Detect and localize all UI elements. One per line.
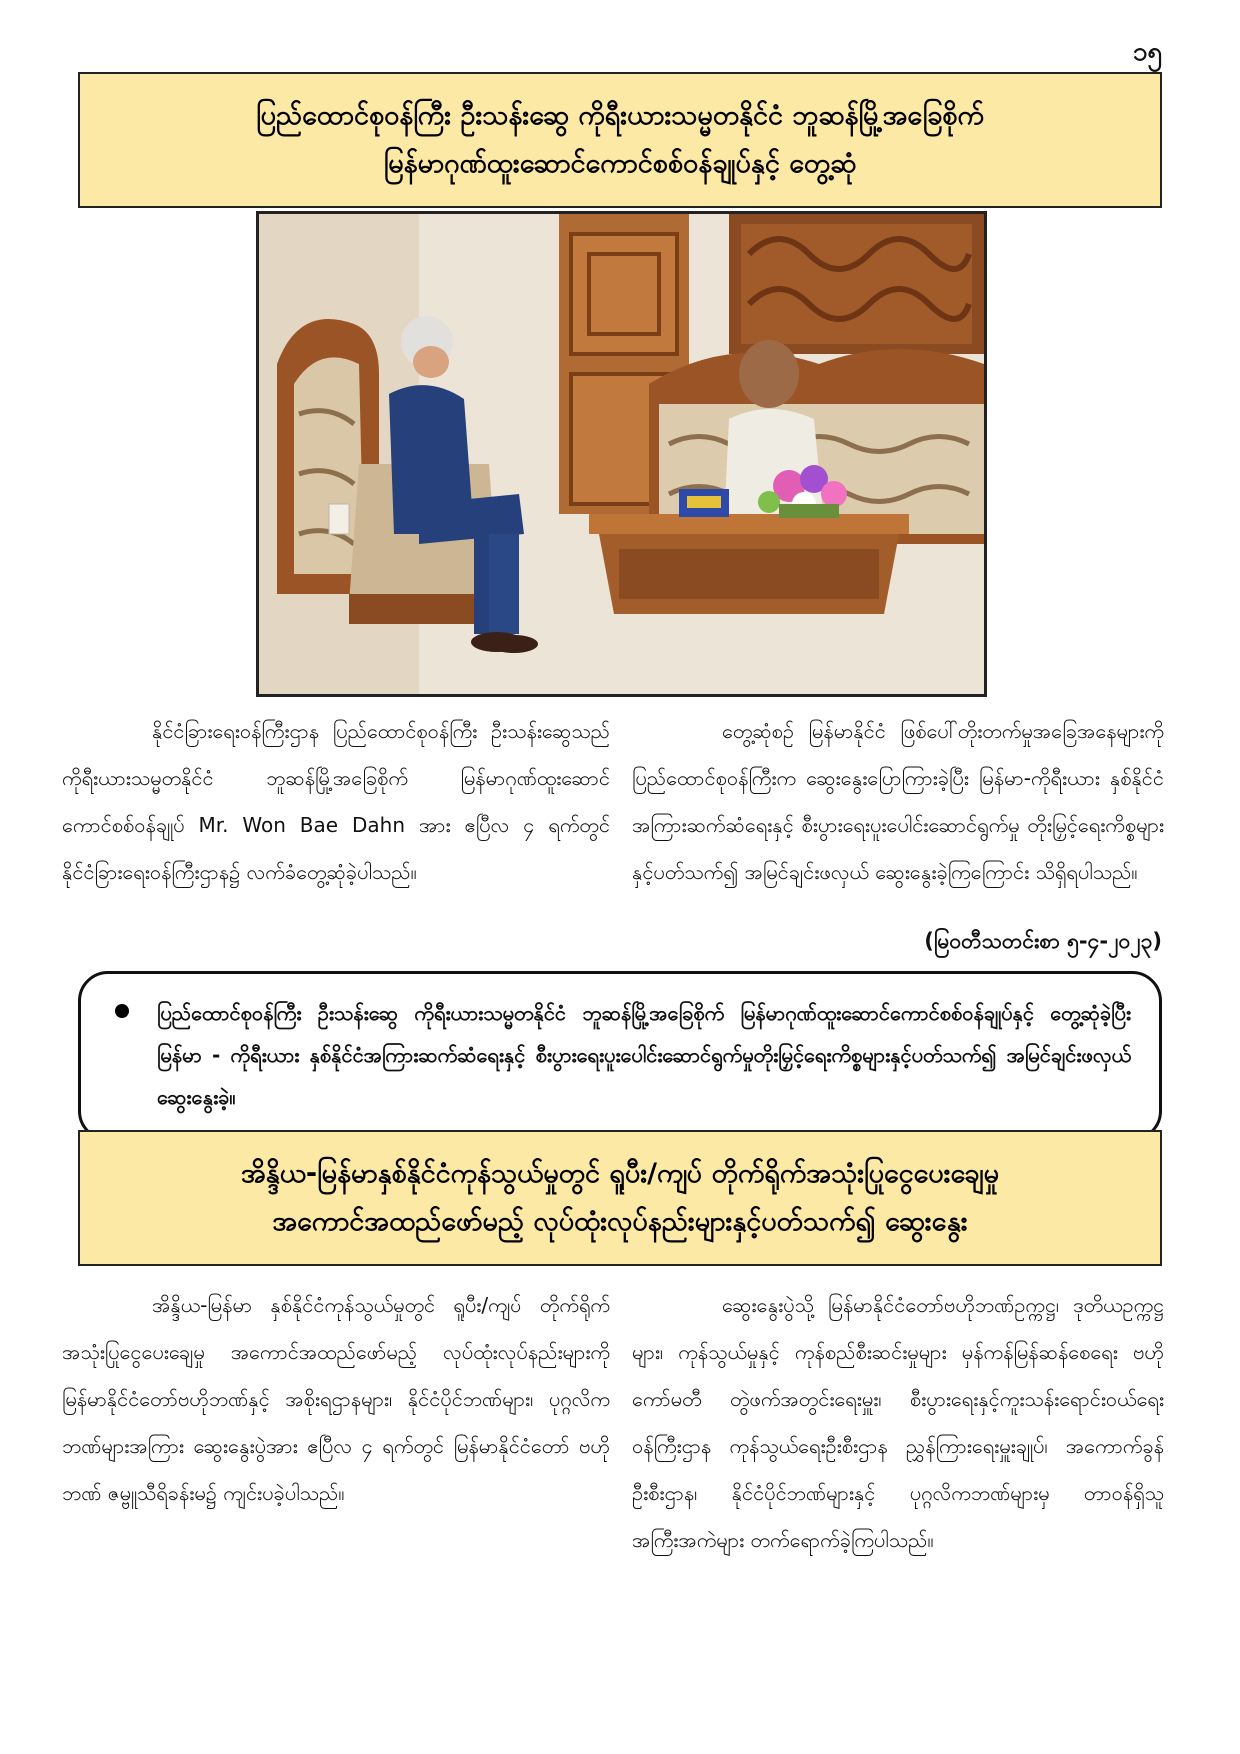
article1-paragraph-right: တွေ့ဆုံစဉ် မြန်မာနိုင်ငံ ဖြစ်ပေါ်တိုးတက်မှုအခြေအနေများကို ပြည်ထောင်စုဝန်ကြီးက ဆွေးနွေးပြောကြားခဲ့ပြီး မြန်မာ-ကိုရီးယား နှစ်နိုင်ငံအကြားဆက်ဆံရေးနှင့် စီးပွားရေးပူးပေါင်းဆောင်ရွက်မှု တိုးမြှင့်ရေးကိစ္စများနှင့်ပတ်သက်၍ အမြင်ချင်းဖလှယ် ဆွေးနွေးခဲ့ကြကြောင်း သိရှိရပါသည်။ xyxy=(632,719,1164,884)
article1-headline-line1: ပြည်ထောင်စုဝန်ကြီး ဦးသန်းဆွေ ကိုရီးယားသမ္မတနိုင်ငံ ဘူဆန်မြို့အခြေစိုက် xyxy=(256,100,984,131)
article2-headline-line1: အိန္ဒိယ-မြန်မာနှစ်နိုင်ငံကုန်သွယ်မှုတွင် ရူပီး/ကျပ် တိုက်ရိုက်အသုံးပြုငွေပေးချေမှု xyxy=(240,1158,1000,1189)
article2-column-left xyxy=(62,1282,610,1517)
bullet-icon xyxy=(115,1004,129,1018)
article1-column-right xyxy=(632,708,1164,896)
meeting-photo xyxy=(256,211,987,697)
page-number: ၁၅ xyxy=(1132,37,1162,67)
article1-column-left xyxy=(62,708,610,896)
article1-headline-line2: မြန်မာဂုဏ်ထူးဆောင်ကောင်စစ်ဝန်ချုပ်နှင့် တွေ့ဆုံ xyxy=(383,148,857,179)
article1-source: (မြဝတီသတင်းစာ ၅-၄-၂၀၂၃) xyxy=(924,929,1162,953)
article1-summary-box xyxy=(78,971,1162,1141)
article1-summary-text: ပြည်ထောင်စုဝန်ကြီး ဦးသန်းဆွေ ကိုရီးယားသမ္မတနိုင်ငံ ဘူဆန်မြို့အခြေစိုက် မြန်မာဂုဏ်ထူးဆောင်ကောင်စစ်ဝန်ချုပ်နှင့် တွေ့ဆုံခဲ့ပြီး မြန်မာ - ကိုရီးယား နှစ်နိုင်ငံအကြားဆက်ဆံရေးနှင့် စီးပွားရေးပူးပေါင်းဆောင်ရွက်မှုတိုးမြှင့်ရေးကိစ္စများနှင့်ပတ်သက်၍ အမြင်ချင်းဖလှယ် ဆွေးနွေးခဲ့။ xyxy=(157,1001,1131,1109)
article1-paragraph-left: နိုင်ငံခြားရေးဝန်ကြီးဌာန ပြည်ထောင်စုဝန်ကြီး ဦးသန်းဆွေသည် ကိုရီးယားသမ္မတနိုင်ငံ ဘူဆန်မြို့အခြေစိုက် မြန်မာဂုဏ်ထူးဆောင်ကောင်စစ်ဝန်ချုပ် Mr. Won Bae Dahn အား ဧပြီလ ၄ ရက်တွင် နိုင်ငံခြားရေးဝန်ကြီးဌာန၌ လက်ခံတွေ့ဆုံခဲ့ပါသည်။ xyxy=(62,719,610,884)
article2-column-right xyxy=(632,1282,1164,1564)
article2-headline-line2: အကောင်အထည်ဖော်မည့် လုပ်ထုံးလုပ်နည်းများနှင့်ပတ်သက်၍ ဆွေးနွေး xyxy=(272,1206,968,1237)
article2-paragraph-right: ဆွေးနွေးပွဲသို့ မြန်မာနိုင်ငံတော်ဗဟိုဘဏ်ဥက္ကဋ္ဌ၊ ဒုတိယဥက္ကဋ္ဌများ၊ ကုန်သွယ်မှုနှင့် ကုန်စည်စီးဆင်းမှုများ မှန်ကန်မြန်ဆန်စေရေး ဗဟိုကော်မတီ တွဲဖက်အတွင်းရေးမှူး၊ စီးပွားရေးနှင့်ကူးသန်းရောင်းဝယ်ရေးဝန်ကြီးဌာန ကုန်သွယ်ရေးဦးစီးဌာန ညွှန်ကြားရေးမှူးချုပ်၊ အကောက်ခွန်ဦးစီးဌာန၊ နိုင်ငံပိုင်ဘဏ်များနှင့် ပုဂ္ဂလိကဘဏ်များမှ တာဝန်ရှိသူအကြီးအကဲများ တက်ရောက်ခဲ့ကြပါသည်။ xyxy=(632,1293,1164,1552)
article2-paragraph-left: အိန္ဒိယ-မြန်မာ နှစ်နိုင်ငံကုန်သွယ်မှုတွင် ရူပီး/ကျပ် တိုက်ရိုက်အသုံးပြုငွေပေးချေမှု အကောင်အထည်ဖော်မည့် လုပ်ထုံးလုပ်နည်းများကို မြန်မာနိုင်ငံတော်ဗဟိုဘဏ်နှင့် အစိုးရဌာနများ၊ နိုင်ငံပိုင်ဘဏ်များ၊ ပုဂ္ဂလိကဘဏ်များအကြား ဆွေးနွေးပွဲအား ဧပြီလ ၄ ရက်တွင် မြန်မာနိုင်ငံတော် ဗဟိုဘဏ် ဇမ္ဗူသီရိခန်းမ၌ ကျင်းပခဲ့ပါသည်။ xyxy=(62,1293,610,1505)
article1-headline xyxy=(78,72,1162,208)
article2-headline xyxy=(78,1130,1162,1266)
